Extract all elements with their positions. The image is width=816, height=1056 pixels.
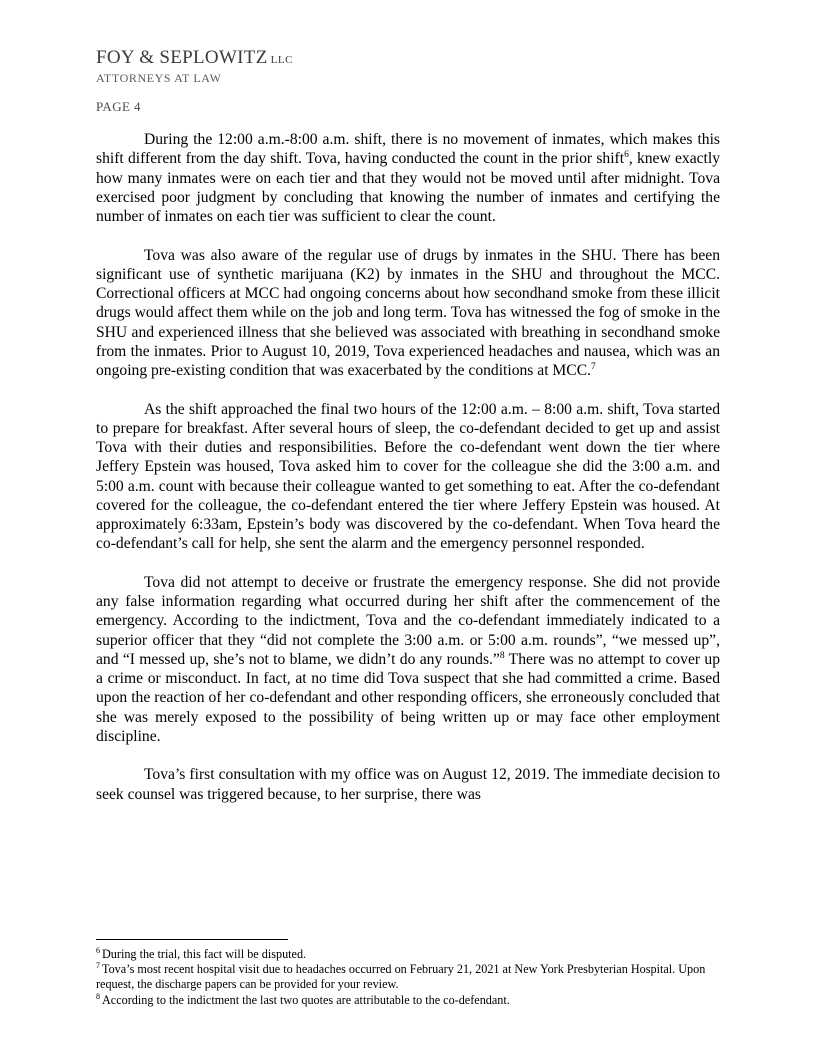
footnote-divider — [96, 939, 288, 940]
paragraph-1-text-b: , knew exactly how many inmates were on each tier and that they would not be moved until after midnight. Tova exercised poor judgment by concluding that knowing the number of inmates and certifying the number of inmates on each tier was sufficient to clear the count. — [96, 150, 720, 225]
footnote-text: During the trial, this fact will be disputed. — [102, 947, 307, 961]
page-number: PAGE 4 — [96, 99, 141, 114]
firm-suffix: LLC — [270, 54, 293, 66]
paragraph-2 — [96, 246, 720, 381]
paragraph-4-text-a: Tova did not attempt to deceive or frustrate the emergency response. She did not provide any false information regarding what occurred during her shift after the commencement of the emergency. According to the indictment, Tova and the co-defendant immediately indicated to a superior officer that they “did not complete the 3:00 a.m. or 5:00 a.m. rounds”, “we messed up”, and “I messed up, she’s not to blame, we didn’t do any rounds.” — [96, 573, 720, 668]
paragraph-3-text: As the shift approached the final two hours of the 12:00 a.m. – 8:00 a.m. shift, Tova started to prepare for breakfast. After several hours of sleep, the co-defendant decided to get up and assist Tova with their duties and responsibilities. Before the co-defendant went down the tier where Jeffery Epstein was housed, Tova asked him to cover for the colleague she did the 3:00 a.m. and 5:00 a.m. count with because their colleague wanted to get something to eat. After the co-defendant covered for the colleague, the co-defendant entered the tier where Jeffery Epstein was housed. At approximately 6:33am, Epstein’s body was discovered by the co-defendant. When Tova heard the co-defendant’s call for help, she sent the alarm and the emergency personnel responded. — [96, 400, 720, 553]
letterhead — [96, 47, 293, 85]
paragraph-4 — [96, 573, 720, 746]
paragraph-1 — [96, 130, 720, 226]
footnote-ref-7: 7 — [591, 361, 596, 372]
footnote-text: According to the indictment the last two quotes are attributable to the co-defendant. — [102, 992, 510, 1007]
firm-name-text: FOY & SEPLOWITZ — [96, 47, 268, 68]
footnote-number: 7 — [96, 961, 100, 971]
footnote-8 — [96, 993, 726, 1008]
firm-tagline: ATTORNEYS AT LAW — [96, 71, 222, 85]
footnotes — [96, 947, 726, 1008]
paragraph-5-text: Tova’s first consultation with my office was on August 12, 2019. The immediate decision to seek counsel was triggered because, to her surprise, there was — [96, 766, 720, 803]
footnote-ref-6: 6 — [624, 150, 629, 161]
paragraph-5 — [96, 765, 720, 804]
paragraph-4-text-b: There was no attempt to cover up a crime or misconduct. In fact, at no time did Tova suspect that she had committed a crime. Based upon the reaction of her co-defendant and other responding officers, she erroneously concluded that she was merely exposed to the possibility of being written up or may face other employment discipline. — [96, 650, 721, 745]
letter-body — [96, 130, 720, 804]
footnote-ref-8: 8 — [499, 650, 505, 661]
paragraph-2-text: Tova was also aware of the regular use of drugs by inmates in the SHU. There has been significant use of synthetic marijuana (K2) by inmates in the SHU and throughout the MCC. Correctional officers at MCC had ongoing concerns about how secondhand smoke from these illicit drugs would affect them while on the job and long term. Tova has witnessed the fog of smoke in the SHU and experienced illness that she believed was associated with breathing in secondhand smoke from the inmates. Prior to August 10, 2019, Tova experienced headaches and nausea, which was an ongoing pre-existing condition that was exacerbated by the conditions at MCC. — [96, 246, 720, 379]
footnote-6 — [96, 947, 726, 962]
footnote-number: 8 — [96, 991, 100, 1001]
paragraph-1-text-a: During the 12:00 a.m.-8:00 a.m. shift, there is no movement of inmates, which makes this shift different from the day shift. Tova, having conducted the count in the prior shift — [96, 131, 720, 168]
firm-name — [96, 47, 293, 71]
footnote-text: Tova’s most recent hospital visit due to headaches occurred on February 21, 2021 at New York Presbyterian Hospital. Upon request, the discharge papers can be provided for your review. — [96, 962, 706, 992]
paragraph-3 — [96, 400, 720, 554]
footnote-7 — [96, 962, 726, 992]
footnote-number: 6 — [96, 945, 100, 955]
